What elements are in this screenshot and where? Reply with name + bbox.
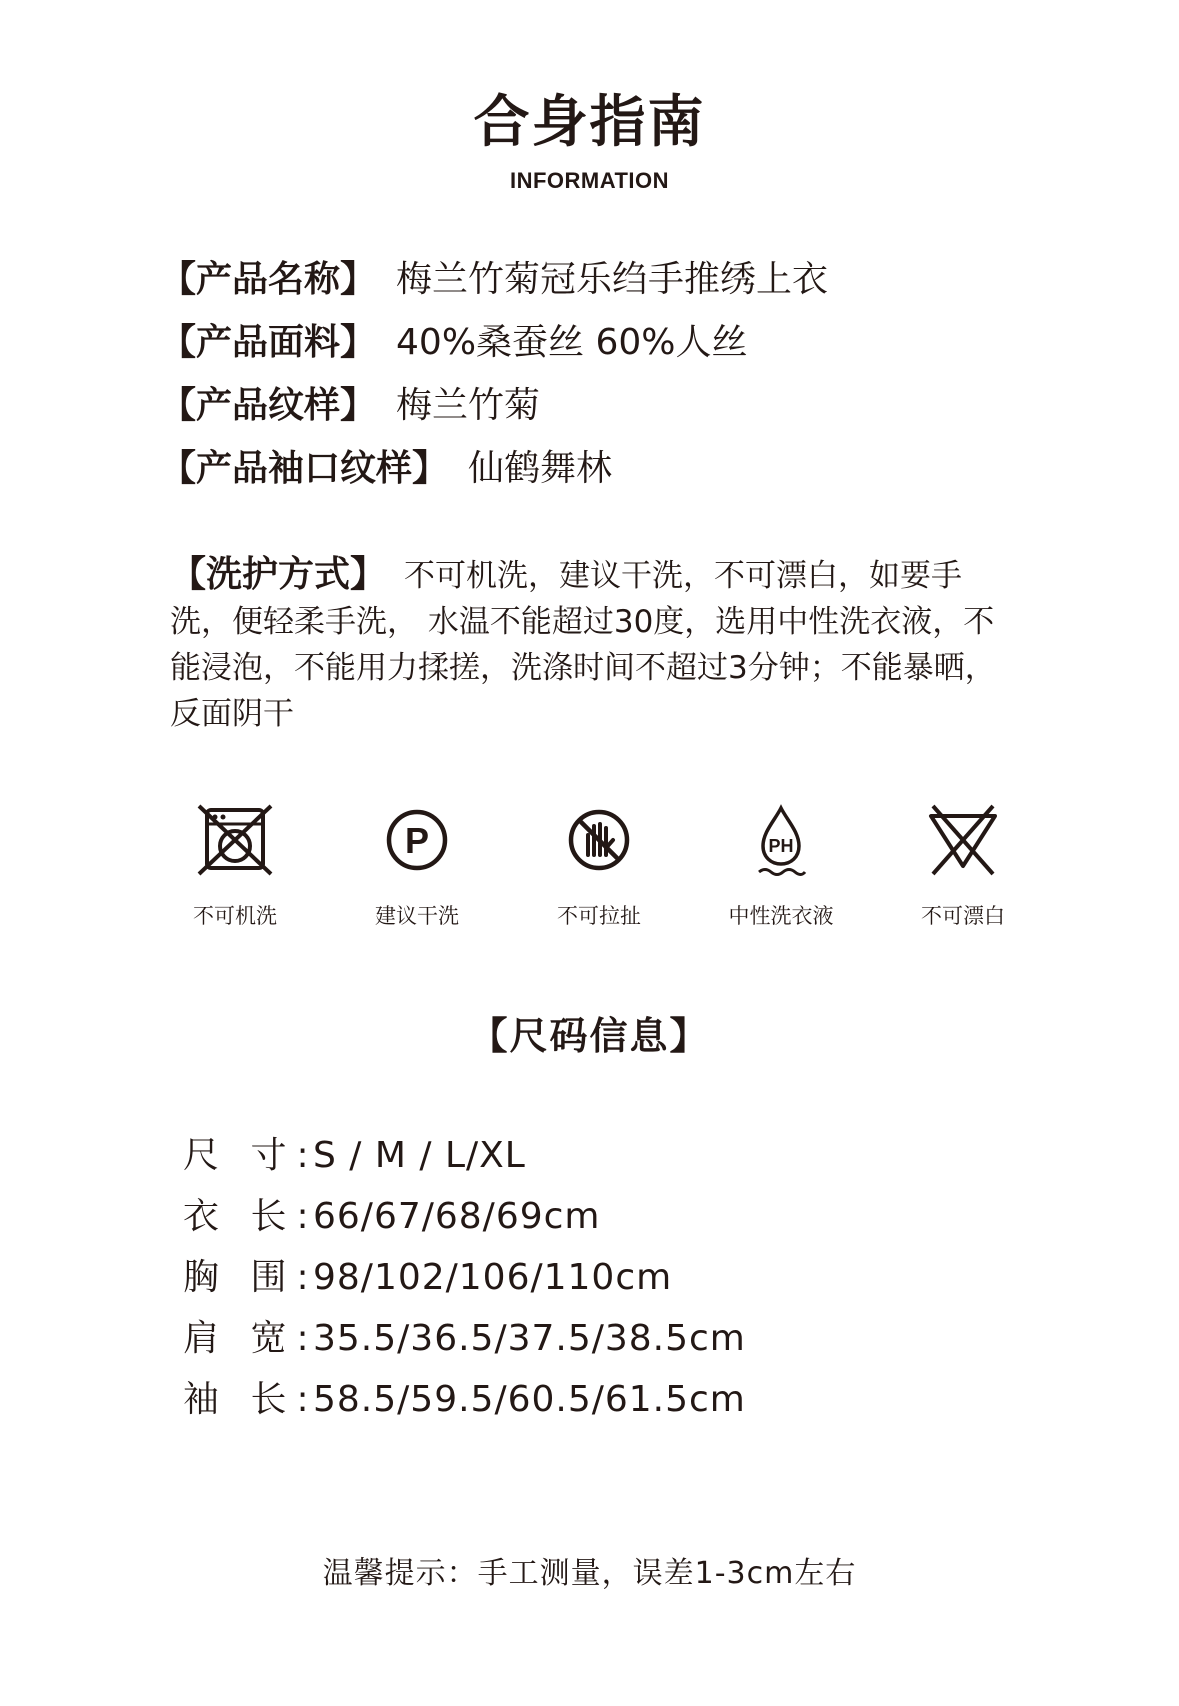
no-machine-wash-icon: [195, 800, 275, 880]
care-text: 不可机洗，建议干洗，不可漂白，如要手洗，便轻柔手洗， 水温不能超过30度，选用中性洗衣液，不能浸泡，不能用力揉搓，洗涤时间不超过3分钟；不能暴晒，反面阴干: [170, 558, 996, 732]
icon-label: 中性洗衣液: [728, 904, 834, 928]
size-key: 尺 寸:: [183, 1135, 319, 1176]
no-wring-hand-icon: [559, 800, 639, 880]
size-value: 35.5/36.5/37.5/38.5cm: [313, 1318, 746, 1359]
info-label: 【产品纹样】: [160, 385, 377, 426]
size-value: 58.5/59.5/60.5/61.5cm: [313, 1379, 746, 1420]
size-value: S / M / L/XL: [313, 1135, 526, 1176]
size-row: [183, 1125, 746, 1186]
no-bleach-icon: [923, 800, 1003, 880]
info-value: 40%桑蚕丝 60%人丝: [396, 322, 748, 363]
info-label: 【产品名称】: [160, 259, 377, 300]
info-label: 【产品袖口纹样】: [160, 448, 449, 489]
care-label: 【洗护方式】: [170, 554, 387, 595]
icon-label: 建议干洗: [375, 904, 459, 928]
care-instructions: [170, 552, 1020, 737]
care-icon-item: [337, 800, 497, 930]
size-key: 胸 围:: [183, 1257, 319, 1298]
care-icons: [155, 800, 1055, 930]
svg-text:PH: PH: [768, 836, 794, 856]
info-row-name: [160, 258, 1040, 302]
page-title: 合身指南: [473, 90, 706, 155]
icon-label: 不可拉扯: [557, 904, 641, 928]
care-icon-item: [883, 800, 1043, 930]
info-row-cuff-pattern: [160, 447, 1040, 491]
size-table: [183, 1125, 746, 1430]
info-value: 梅兰竹菊冠乐绉手推绣上衣: [396, 259, 829, 300]
info-value: 梅兰竹菊: [396, 385, 541, 426]
icon-label: 不可机洗: [193, 904, 277, 928]
size-row: [183, 1186, 746, 1247]
info-row-pattern: [160, 384, 1040, 428]
info-value: 仙鹤舞林: [468, 448, 613, 489]
footnote: 温馨提示：手工测量，误差1-3cm左右: [322, 1556, 857, 1591]
icon-label: 不可漂白: [921, 904, 1005, 928]
dry-clean-p-icon: [377, 800, 457, 880]
care-icon-item: [155, 800, 315, 930]
info-label: 【产品面料】: [160, 322, 377, 363]
size-key: 衣 长:: [183, 1196, 319, 1237]
page-subtitle: INFORMATION: [509, 168, 670, 193]
size-key: 袖 长:: [183, 1379, 319, 1420]
size-row: [183, 1247, 746, 1308]
size-value: 66/67/68/69cm: [313, 1196, 601, 1237]
size-row: [183, 1369, 746, 1430]
size-row: [183, 1308, 746, 1369]
size-value: 98/102/106/110cm: [313, 1257, 673, 1298]
size-section-title: 【尺码信息】: [469, 1014, 710, 1058]
ph-neutral-drop-icon: [741, 800, 821, 880]
size-key: 肩 宽:: [183, 1318, 319, 1359]
care-icon-item: [519, 800, 679, 930]
care-icon-item: [701, 800, 861, 930]
info-row-fabric: [160, 321, 1040, 365]
svg-text:P: P: [404, 820, 430, 861]
